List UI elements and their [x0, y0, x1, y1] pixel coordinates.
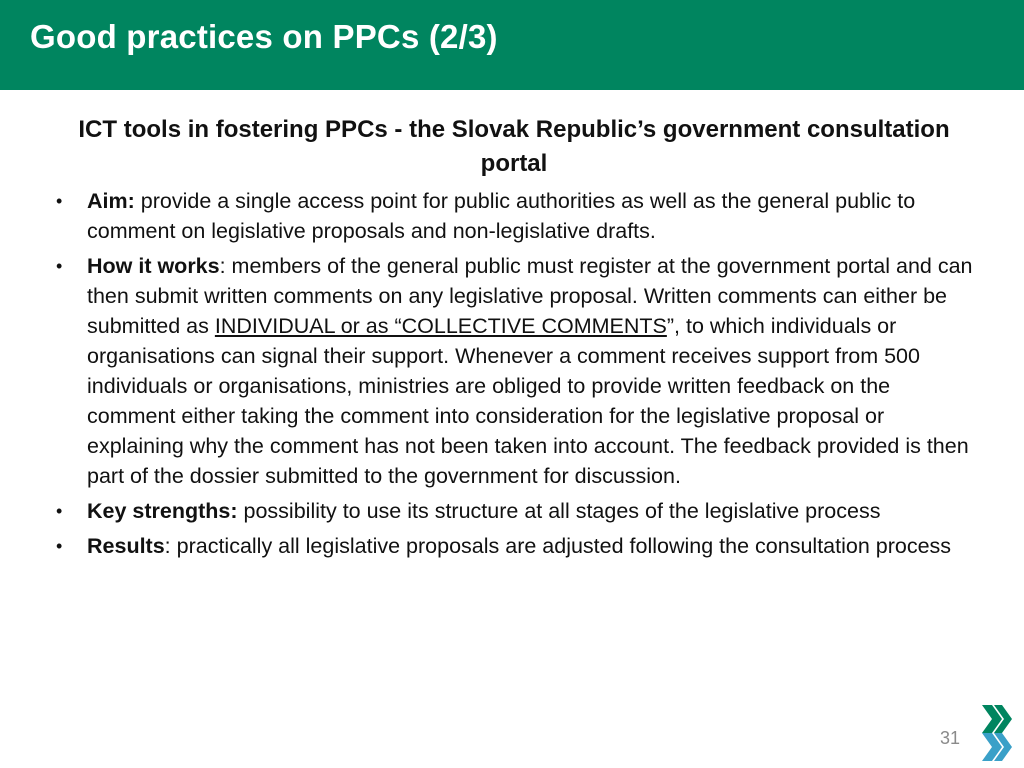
list-item-results	[56, 531, 984, 561]
bullet-list	[56, 186, 984, 566]
bullet-label: Key strengths:	[87, 499, 238, 523]
underlined-term: INDIVIDUAL or as “COLLECTIVE COMMENTS	[214, 314, 667, 338]
bullet-icon: •	[56, 191, 63, 211]
bullet-icon: •	[56, 536, 63, 556]
bullet-text: provide a single access point for public authorities as well as the general public to comment on legislative proposals and non-legislative drafts.	[87, 189, 916, 243]
page-number: 31	[940, 728, 961, 748]
list-item-aim	[56, 186, 984, 246]
bullet-text: : members of the general public must register at the government portal and can then submit written comments on any legislative proposal. Written comments can either be submitted as	[87, 254, 973, 338]
bullet-label: Aim:	[87, 189, 135, 213]
bullet-text: ”, to which individuals or organisations can signal their support. Whenever a comment receives support from 500 individuals or organisations, ministries are obliged to provide written feedback on the comment either taking the comment into consideration for the legislative proposal or explaining why the comment has not been taken into account. The feedback provided is then part of the dossier submitted to the government for discussion.	[87, 314, 969, 488]
page-title: Good practices on PPCs (2/3)	[30, 18, 498, 55]
oecd-chevron-logo-icon	[980, 703, 1014, 763]
bullet-label: Results	[87, 534, 165, 558]
section-subtitle: ICT tools in fostering PPCs - the Slovak Republic’s government consultation portal	[78, 116, 950, 177]
list-item-key-strengths	[56, 496, 984, 526]
list-item-how-it-works	[56, 251, 984, 491]
bullet-icon: •	[56, 256, 63, 276]
header-bar	[0, 0, 1024, 90]
bullet-text: : practically all legislative proposals are adjusted following the consultation process	[164, 534, 952, 558]
bullet-icon: •	[56, 501, 63, 521]
bullet-text: possibility to use its structure at all stages of the legislative process	[237, 499, 881, 523]
bullet-label: How it works	[87, 254, 220, 278]
